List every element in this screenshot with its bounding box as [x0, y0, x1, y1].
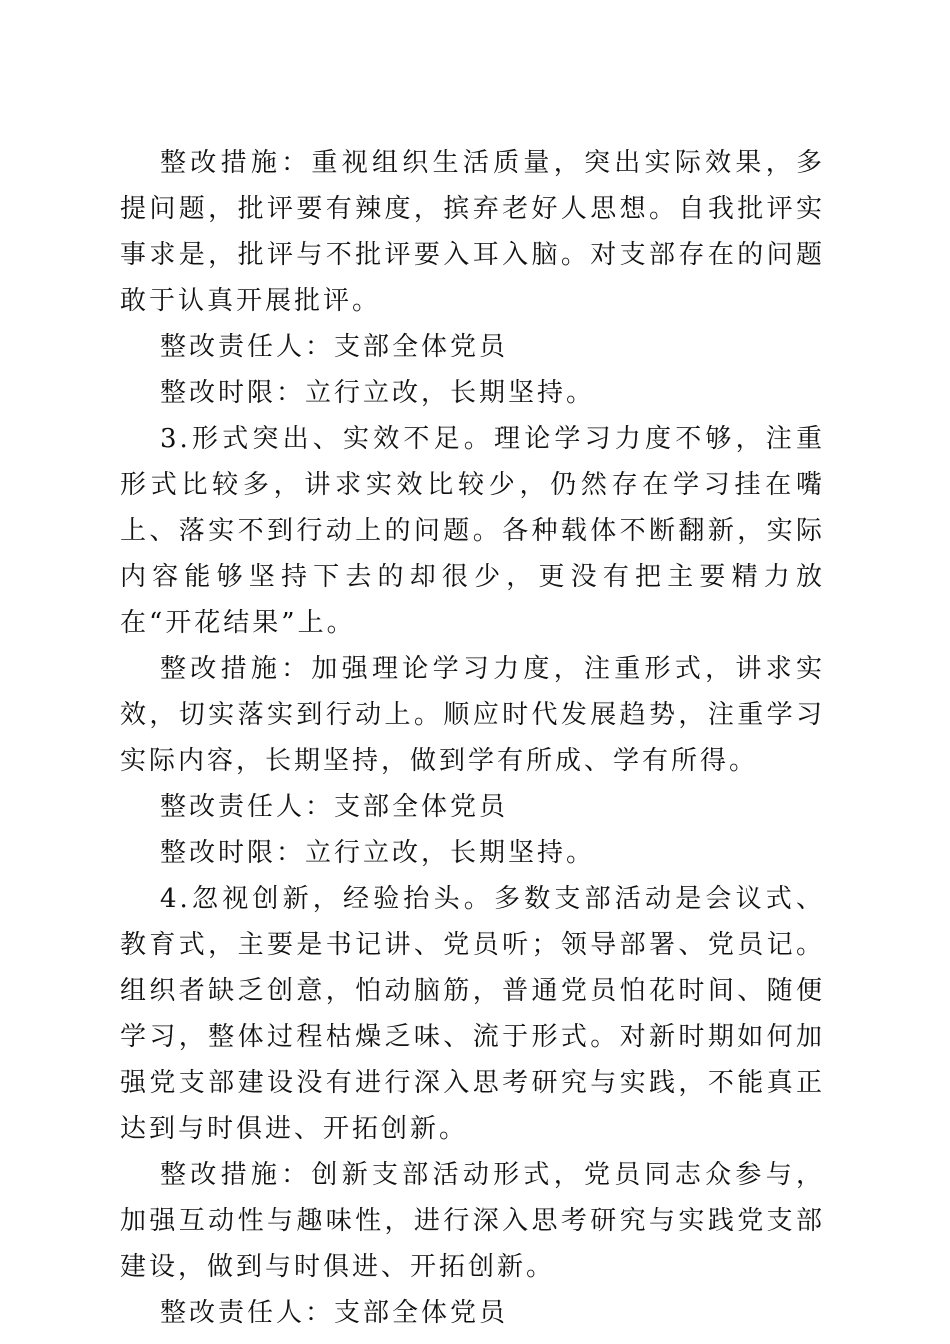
paragraph-deadline-1: 整改时限：立行立改，长期坚持。: [160, 378, 596, 408]
document-body: [120, 140, 825, 1336]
paragraph-measures-4: 整改措施：创新支部活动形式，党员同志众参与，加强互动性与趣味性，进行深入思考研究与实践党支部建设，做到与时俱进、开拓创新。: [120, 1160, 825, 1282]
paragraph-responsible-3: 整改责任人：支部全体党员: [160, 792, 509, 822]
paragraph-deadline-3: 整改时限：立行立改，长期坚持。: [160, 838, 596, 868]
paragraph-measures-1: 整改措施：重视组织生活质量，突出实际效果，多提问题，批评要有辣度，摈弃老好人思想。自我批评实事求是，批评与不批评要入耳入脑。对支部存在的问题敢于认真开展批评。: [120, 148, 825, 316]
paragraph-issue-3: 3.形式突出、实效不足。理论学习力度不够，注重形式比较多，讲求实效比较少，仍然存在学习挂在嘴上、落实不到行动上的问题。各种载体不断翻新，实际内容能够坚持下去的却很少，更没有把主要精力放在“开花结果”上。: [120, 424, 825, 638]
paragraph-responsible-4: 整改责任人：支部全体党员: [160, 1298, 509, 1328]
paragraph-responsible-1: 整改责任人：支部全体党员: [160, 332, 509, 362]
paragraph-measures-3: 整改措施：加强理论学习力度，注重形式，讲求实效，切实落实到行动上。顺应时代发展趋势，注重学习实际内容，长期坚持，做到学有所成、学有所得。: [120, 654, 825, 776]
paragraph-issue-4: 4.忽视创新，经验抬头。多数支部活动是会议式、教育式，主要是书记讲、党员听；领导部署、党员记。组织者缺乏创意，怕动脑筋，普通党员怕花时间、随便学习，整体过程枯燥乏味、流于形式。对新时期如何加强党支部建设没有进行深入思考研究与实践，不能真正达到与时俱进、开拓创新。: [120, 884, 825, 1144]
